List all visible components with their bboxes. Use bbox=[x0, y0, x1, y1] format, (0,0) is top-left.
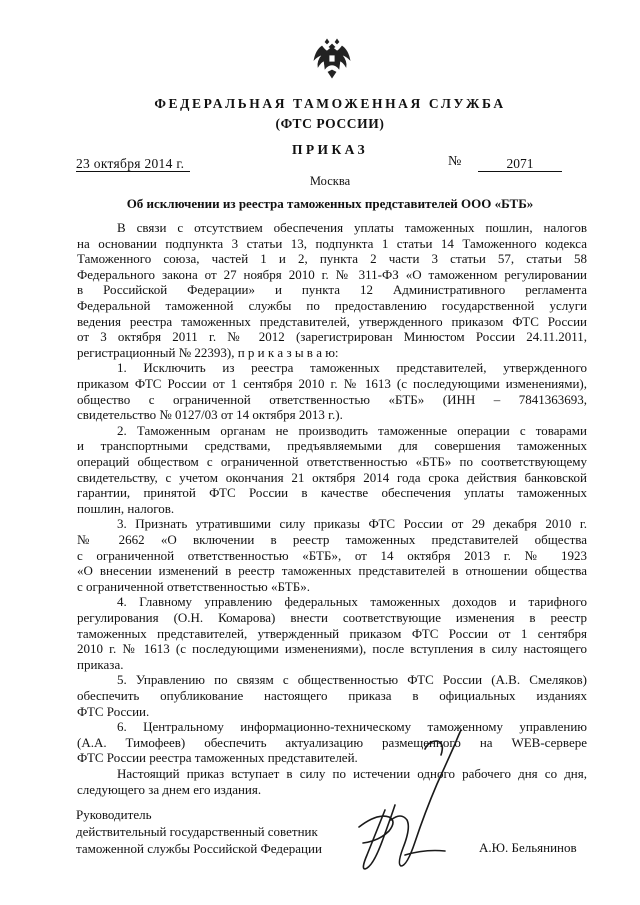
body-line: 3. Признать утратившими силу приказы ФТС России от 29 декабря 2010 г. bbox=[117, 516, 587, 532]
body-line: № 2662 «О включении в реестр таможенных представителей общества bbox=[77, 532, 587, 547]
agency-short-name: (ФТС РОССИИ) bbox=[275, 116, 385, 131]
order-date: 23 октября 2014 г. bbox=[76, 156, 190, 172]
body-line: в Российской Федерации» и пункта 12 Административного регламента bbox=[77, 282, 587, 298]
body-line: с ограниченной ответственностью «БТБ». bbox=[77, 578, 310, 594]
body-line: 2010 г. № 1613 (с последующими изменениями), после вступления в силу настоящего bbox=[77, 641, 587, 657]
body-line: «О внесении изменений в реестр таможенных представителей в отношении общества bbox=[77, 563, 587, 579]
body-line: 4. Главному управлению федеральных таможенных доходов и тарифного bbox=[117, 594, 587, 610]
body-line: ФТС России. bbox=[77, 703, 150, 719]
body-line: 2. Таможенным органам не производить таможенные операции с товарами bbox=[117, 422, 587, 438]
city: Москва bbox=[309, 174, 351, 188]
body-line: свидетельству, с учетом окончания 21 октября 2014 года срока действия банковской bbox=[77, 469, 587, 485]
signatory-title-line: Руководитель bbox=[76, 807, 152, 822]
body-line: Федеральной таможенной службы по предоставлению государственной услуги bbox=[77, 298, 587, 313]
body-line: ФТС России реестра таможенных представителей. bbox=[77, 750, 358, 766]
body-line: следующего за днем его издания. bbox=[77, 781, 262, 797]
body-line: общество с ограниченной ответственностью «БТБ» (ИНН – 7841363693, bbox=[77, 391, 587, 407]
body-line: операций обществом с ограниченной ответственностью «БТБ» по соответствующему bbox=[77, 454, 587, 469]
signatory-name: А.Ю. Бельянинов bbox=[479, 840, 577, 855]
body-line: пошлин, налогов. bbox=[77, 500, 175, 516]
handwritten-signature bbox=[345, 715, 485, 885]
body-line: Настоящий приказ вступает в силу по истечении одного рабочего дня со дня, bbox=[117, 766, 587, 781]
body-line: обеспечить опубликование настоящего приказа в официальных изданиях bbox=[77, 688, 587, 703]
body-line: свидетельство № 0127/03 от 14 октября 2013 г.). bbox=[77, 407, 343, 423]
body-line: с ограниченной ответственностью «БТБ», от 14 октября 2013 г. № 1923 bbox=[77, 547, 587, 563]
body-line: ведения реестра таможенных представителей, утвержденного приказом ФТС России bbox=[77, 313, 587, 329]
signatory-title-line: таможенной службы Российской Федерации bbox=[76, 841, 322, 856]
body-line: от 3 октября 2011 г. № 2012 (зарегистрирован Минюстом России 24.11.2011, bbox=[77, 329, 587, 345]
body-line: Таможенного союза, частей 1 и 2, пункта 2 части 3 статьи 57, статьи 58 bbox=[77, 251, 587, 267]
coat-of-arms-icon bbox=[312, 38, 352, 82]
order-subject: Об исключении из реестра таможенных представителей ООО «БТБ» bbox=[126, 196, 534, 211]
document-type: ПРИКАЗ bbox=[292, 142, 368, 157]
body-line: Федерального закона от 27 ноября 2010 г. № 311-ФЗ «О таможенном регулировании bbox=[77, 266, 587, 282]
body-line: регистрационный № 22393), п р и к а з ы в а ю: bbox=[77, 344, 339, 360]
body-line: на основании подпункта 3 статьи 13, подпункта 1 статьи 14 Таможенного кодекса bbox=[77, 235, 587, 251]
body-line: приказа. bbox=[77, 656, 124, 672]
signatory-title-line: действительный государственный советник bbox=[76, 824, 318, 839]
body-line: В связи с отсутствием обеспечения уплаты таможенных пошлин, налогов bbox=[117, 220, 587, 235]
order-number-label: № bbox=[448, 154, 462, 169]
signatory-title bbox=[76, 806, 322, 857]
body-line: 5. Управлению по связям с общественностью ФТС России (А.В. Смеляков) bbox=[117, 672, 587, 688]
agency-name: ФЕДЕРАЛЬНАЯ ТАМОЖЕННАЯ СЛУЖБА bbox=[154, 96, 506, 111]
body-line: 6. Центральному информационно-техническому таможенному управлению bbox=[117, 719, 587, 735]
body-line: 1. Исключить из реестра таможенных представителей, утвержденного bbox=[117, 360, 587, 376]
body-line: приказом ФТС России от 1 сентября 2010 г. № 1613 (с последующими изменениями), bbox=[77, 376, 587, 391]
order-number: 2071 bbox=[478, 156, 562, 172]
body-line: (А.А. Тимофеев) обеспечить актуализацию размещенного на WEB-сервере bbox=[77, 734, 587, 750]
body-line: регулирования (О.Н. Комарова) внести соответствующие изменения в реестр bbox=[77, 610, 587, 625]
body-line: таможенных представителей, утвержденный приказом ФТС России от 1 сентября bbox=[77, 625, 587, 641]
body-line: и транспортными средствами, предъявляемыми для совершения таможенных bbox=[77, 438, 587, 454]
body-line: гарантии, принятой ФТС России в качестве обеспечения уплаты таможенных bbox=[77, 485, 587, 501]
